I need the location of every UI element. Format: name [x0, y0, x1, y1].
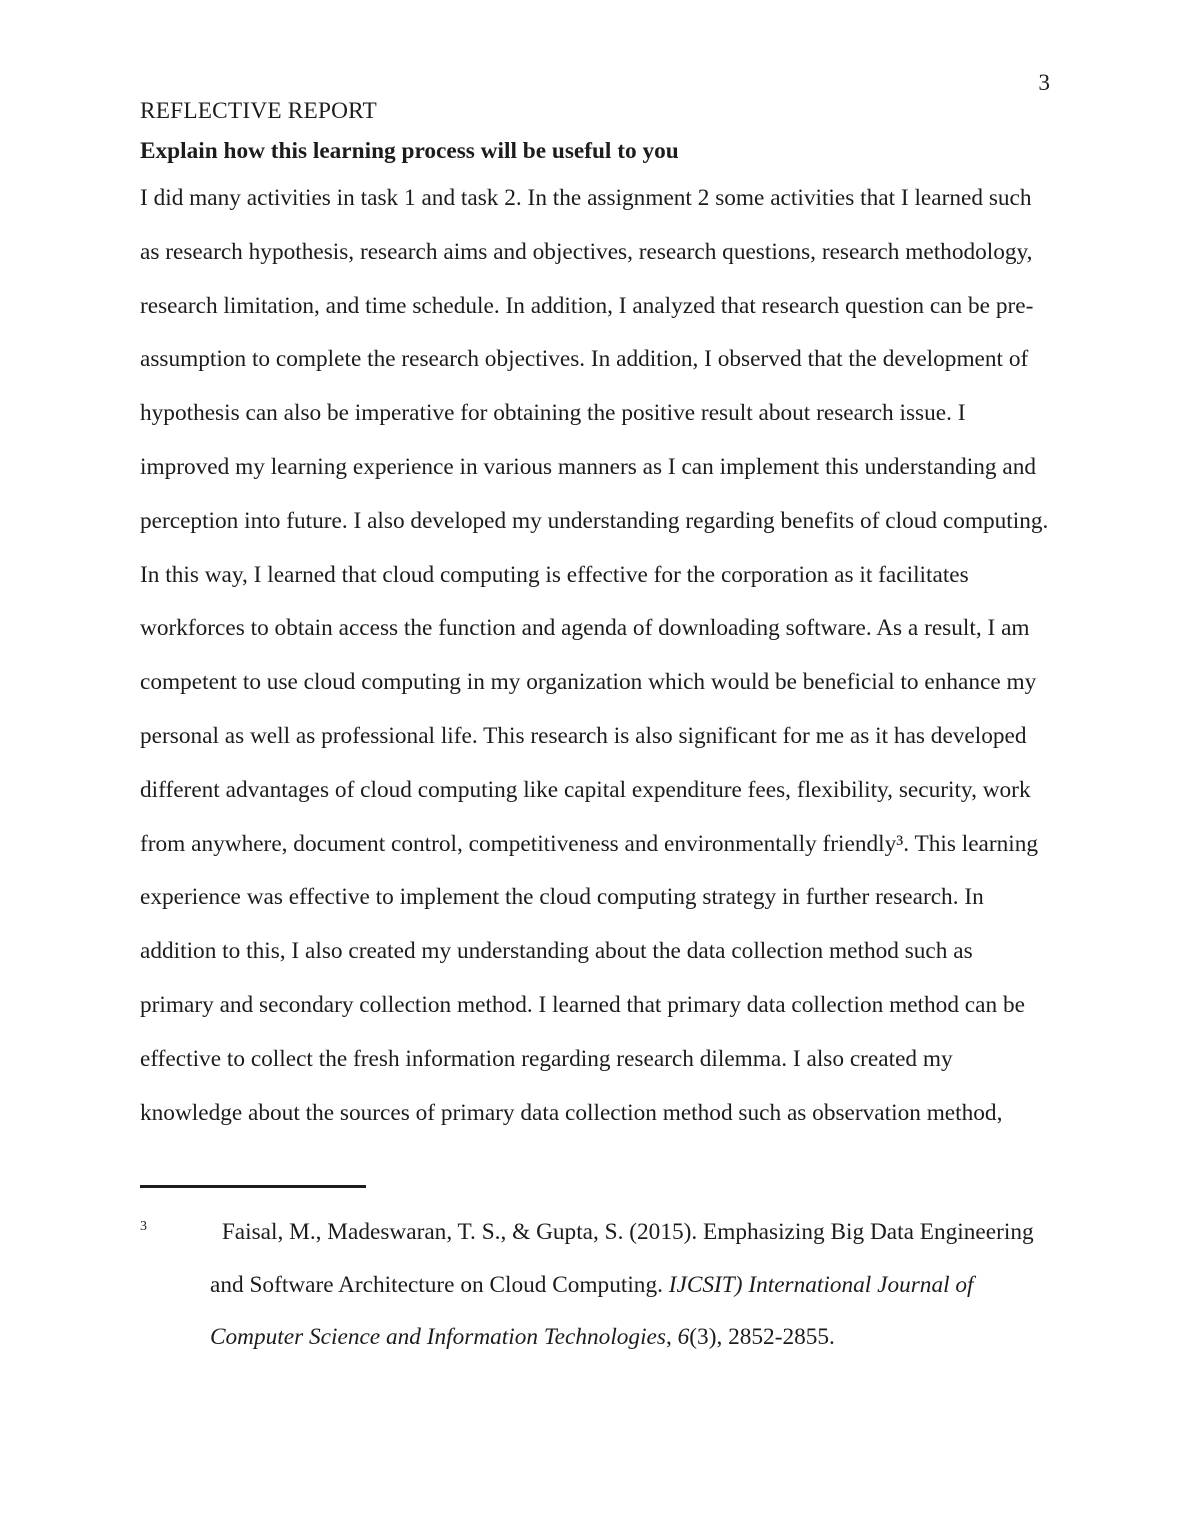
body-line: I did many activities in task 1 and task 2. In the assignment 2 some activities that I learned such: [140, 185, 1032, 211]
body-line: workforces to obtain access the function and agenda of downloading software. As a result, I am: [140, 615, 1030, 642]
body-line: effective to collect the fresh information regarding research dilemma. I also created my: [140, 1045, 953, 1072]
body-line: from anywhere, document control, competitiveness and environmentally friendly³. This learning: [140, 830, 1039, 857]
running-head: REFLECTIVE REPORT: [140, 98, 377, 124]
body-text: [140, 172, 1055, 1140]
footnote: [140, 1206, 1055, 1364]
body-line: experience was effective to implement the cloud computing strategy in further research. In: [140, 884, 984, 911]
footnote-text-italic: IJCSIT) International Journal of: [668, 1271, 974, 1298]
body-line: In this way, I learned that cloud computing is effective for the corporation as it facilitates: [140, 561, 969, 588]
footnote-line: [140, 1311, 1055, 1364]
body-line: research limitation, and time schedule. In addition, I analyzed that research question can be pre-: [140, 292, 1034, 319]
body-line: hypothesis can also be imperative for obtaining the positive result about research issue. I: [140, 400, 966, 427]
footnote-text: (3), 2852-2855.: [689, 1324, 835, 1350]
body-line: perception into future. I also developed my understanding regarding benefits of cloud computing.: [140, 507, 1049, 534]
page-number: 3: [1038, 70, 1050, 96]
footnote-separator: [140, 1185, 366, 1188]
body-line: competent to use cloud computing in my organization which would be beneficial to enhance my: [140, 669, 1037, 696]
footnote-line: [140, 1259, 1055, 1312]
body-line: improved my learning experience in various manners as I can implement this understanding and: [140, 453, 1037, 480]
body-line: assumption to complete the research objectives. In addition, I observed that the development of: [140, 346, 1029, 373]
footnote-line: 3 Faisal, M., Madeswaran, T. S., & Gupta, S. (2015). Emphasizing Big Data Engineering: [140, 1219, 1034, 1245]
body-line: as research hypothesis, research aims and objectives, research questions, research methodology,: [140, 238, 1033, 265]
body-line: personal as well as professional life. This research is also significant for me as it has developed: [140, 722, 1027, 749]
body-line: knowledge about the sources of primary data collection method such as observation method,: [140, 1099, 1003, 1126]
body-line: different advantages of cloud computing like capital expenditure fees, flexibility, security, work: [140, 776, 1031, 803]
footnote-text: and Software Architecture on Cloud Computing.: [210, 1271, 669, 1298]
section-heading: Explain how this learning process will be useful to you: [140, 138, 679, 164]
body-line: addition to this, I also created my understanding about the data collection method such as: [140, 938, 973, 965]
footnote-text: Faisal, M., Madeswaran, T. S., & Gupta, S. (2015). Emphasizing Big Data Engineering: [216, 1219, 1034, 1245]
footnote-text-italic: 6: [677, 1324, 690, 1350]
footnote-text: ,: [665, 1324, 678, 1350]
footnote-text-italic: Computer Science and Information Technologies: [210, 1324, 666, 1350]
body-line: primary and secondary collection method. I learned that primary data collection method can be: [140, 991, 1025, 1018]
